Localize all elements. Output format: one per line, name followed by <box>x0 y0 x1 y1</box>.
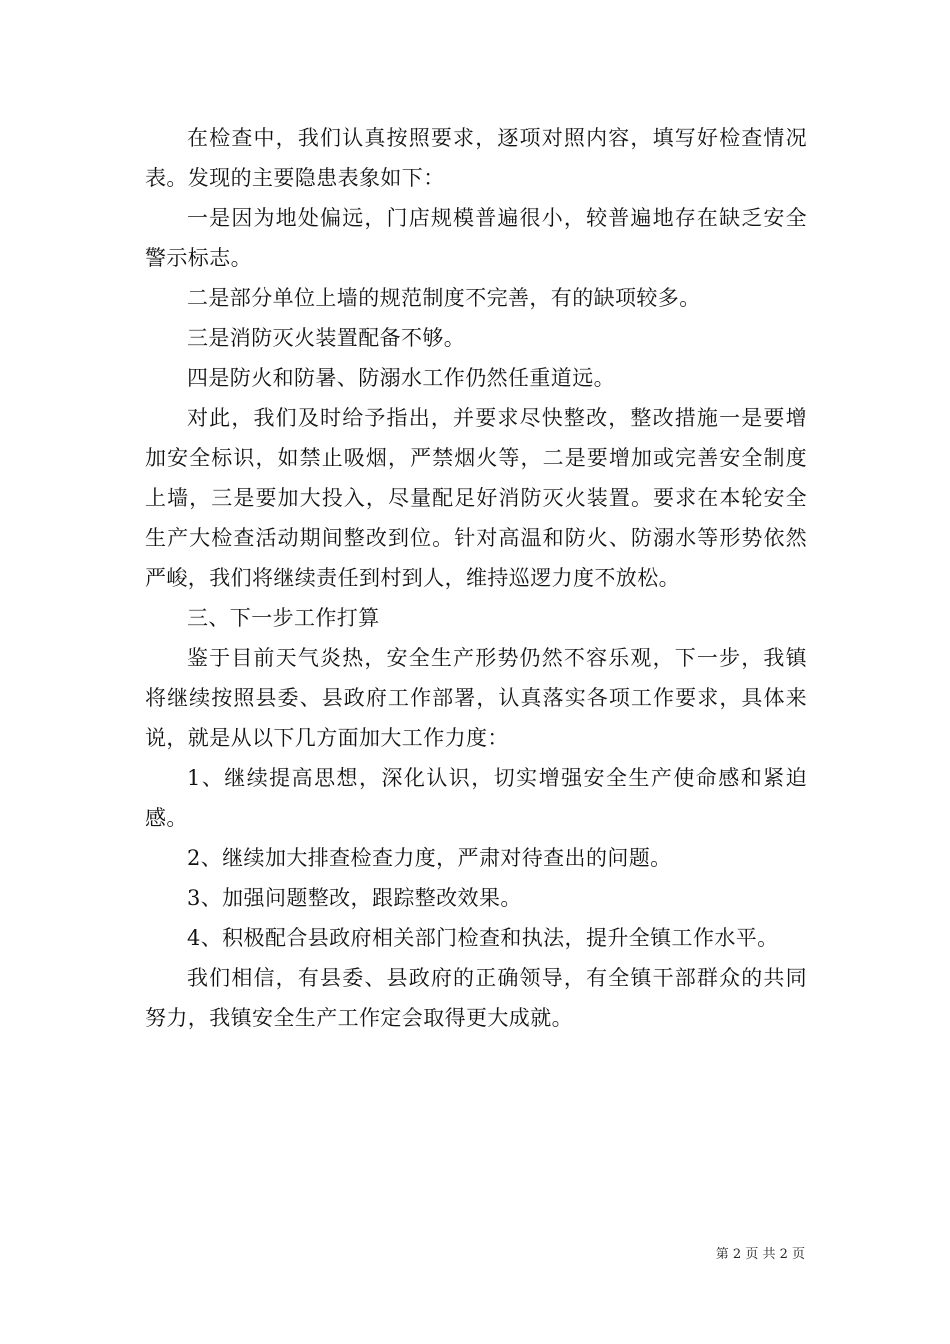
paragraph-hazard-one: 一是因为地处偏远，门店规模普遍很小，较普遍地存在缺乏安全警示标志。 <box>145 206 807 270</box>
paragraph-next-steps-intro: 鉴于目前天气炎热，安全生产形势仍然不容乐观，下一步，我镇将继续按照县委、县政府工作部署，认真落实各项工作要求，具体来说，就是从以下几方面加大工作力度： <box>145 646 807 750</box>
section-heading-next-steps: 三、下一步工作打算 <box>187 606 380 630</box>
document-body <box>145 118 807 1038</box>
paragraph-hazard-two: 二是部分单位上墙的规范制度不完善，有的缺项较多。 <box>187 286 701 310</box>
list-item-3: 3、加强问题整改，跟踪整改效果。 <box>187 886 522 910</box>
page-number-footer: 第 2 页 共 2 页 <box>715 1247 805 1262</box>
paragraph-conclusion: 我们相信，有县委、县政府的正确领导，有全镇干部群众的共同努力，我镇安全生产工作定会取得更大成就。 <box>145 966 807 1030</box>
paragraph-hazard-four: 四是防火和防暑、防溺水工作仍然任重道远。 <box>187 366 615 390</box>
list-item-2: 2、继续加大排查检查力度，严肃对待查出的问题。 <box>187 846 672 870</box>
list-item-1: 1、继续提高思想，深化认识，切实增强安全生产使命感和紧迫感。 <box>145 766 807 830</box>
list-item-4: 4、积极配合县政府相关部门检查和执法，提升全镇工作水平。 <box>187 926 779 950</box>
paragraph-inspection-findings: 在检查中，我们认真按照要求，逐项对照内容，填写好检查情况表。发现的主要隐患表象如下： <box>145 126 807 190</box>
paragraph-rectification: 对此，我们及时给予指出，并要求尽快整改，整改措施一是要增加安全标识，如禁止吸烟，严禁烟火等，二是要增加或完善安全制度上墙，三是要加大投入，尽量配足好消防灭火装置。要求在本轮安全生产大检查活动期间整改到位。针对高温和防火、防溺水等形势依然严峻，我们将继续责任到村到人，维持巡逻力度不放松。 <box>145 406 807 590</box>
paragraph-hazard-three: 三是消防灭火装置配备不够。 <box>187 326 466 350</box>
